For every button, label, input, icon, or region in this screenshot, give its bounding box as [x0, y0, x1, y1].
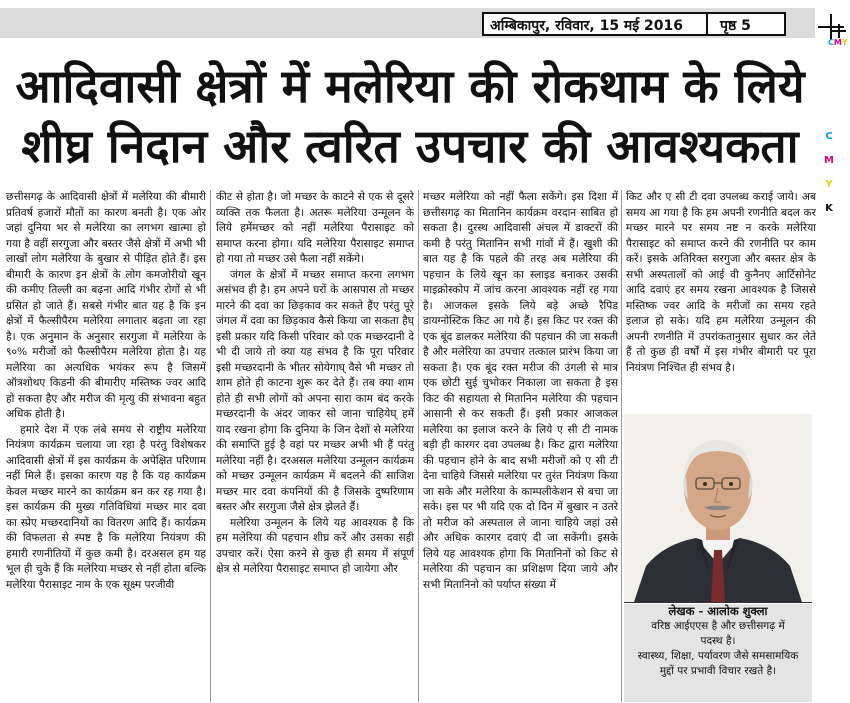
dateline-separator [706, 14, 708, 34]
author-designation: वरिष्ठ आईएएस है और छत्तीसगढ़ में [651, 620, 785, 632]
paragraph: मच्छर मलेरिया को नहीं फैला सकेंगे। इस दिशा में छत्तीसगढ़ का मितानिन कार्यक्रम वरदान साबित हो सकता है। दुरस्थ आदिवासी अंचल में डाक्टरों की कमी है परंतु मितानिन सभी गांवों में हैं। खुशी की बात यह है कि पहले की तरह अब मलेरिया की पहचान के लिये खून का स्लाइड बनाकर उसकी माइक्रोस्कोप में जांच करना आवश्यक नहीं रह गया है। आजकल इसके लिये बड़े अच्छे रैपिड डायग्नोस्टिक किट आ गये हैं। इस किट पर रक्त की एक बूंद डालकर मलेरिया की पहचान की जा सकती है और मलेरिया का उपचार तत्काल प्रारंभ किया जा सकता है। एक बूंद रक्त मरीज की उंगली से मात्र एक छोटी सुई चुभोकर निकाला जा सकता है इस किट की सहायता से मितानिन मलेरिया की पहचान आसानी से कर सकती हैं। इसी प्रकार आजकल मलेरिया का इलाज करने के लिये ए सी टी नामक बड़ी ही कारगर दवा उपलब्ध है। किट द्वारा मलेरिया की पहचान होने के बाद सभी मरीजों को ए सी टी देना चाहिये जिससे मलेरिया पर तुरंत नियंत्रण किया जा सके और मलेरिया के काम्पलीकेशन से बचा जा सके। इस पर भी यदि एक दो दिन में बुखार न उतरे तो मरीज को अस्पताल ले जाना चाहिये जहां उसे और अधिक कारगर दवाएं दी जा सकेंगी। इसके लिये यह आवश्यक होगा कि मितानिनों को किट से मलेरिया की पहचान का प्रशिक्षण दिया जाये और सभी मितानिनो को पर्याप्त संख्या में [423, 191, 618, 591]
author-interests-cont: मुद्दों पर प्रभावी विचार रखते है। [659, 665, 777, 677]
column-divider [210, 190, 211, 702]
paragraph: हमारे देश में एक लंबे समय से राष्ट्रीय मलेरिया नियंत्रण कार्यक्रम चलाया जा रहा है परंतु विशेषकर आदिवासी क्षेत्रों में इस कार्यक्रम के अपेक्षित परिणाम नहीं मिले हैं। इसका कारण यह है कि यह कार्यक्रम केवल मच्छर मारने का कार्यक्रम बन कर रह गया है। इस कार्यक्रम की मुख्य गतिविधियां मच्छर मार दवा का स्प्रेए मच्छरदानियों का वितरण आदि हैं। कार्यक्रम की विफलता से स्पष्ट है कि मलेरिया नियंत्रण की हमारी रणनीतियों में कुछ कमी है। दरअसल हम यह भूल ही चुके हैं कि मलेरिया मच्छर से नहीं होता बल्कि मलेरिया पैरासाइट नाम के एक सूक्ष्म परजीवी [6, 423, 206, 591]
paragraph: कीट से होता है। जो मच्छर के काटने से एक से दूसरे व्यक्ति तक फैलता है। अतरू मलेरिया उन्मूलन के लिये हमेंमच्छर को नहीं मलेरिया पैरासाइट को समाप्त करना होगा। यदि मलेरिया पैरासाइट समाप्त हो गया तो मच्छर उसे फैला नहीं सकेंगे। [216, 191, 414, 265]
paragraph: किट और ए सी टी दवा उपलब्ध कराई जाये। अब समय आ गया है कि हम अपनी रणनीति बदल कर मच्छर मारने पर समय नष्ट न करके मलेरिया पैरासाइट को समाप्त करने की रणनीति पर काम करें। इसके अतिरिक्त सरगुजा और बस्तर क्षेत्र के सभी अस्पतालों को आई वी कुनैनए आर्टिसोनेट आदि दवाएं हर समय रखना आवश्यक है जिससे मस्तिष्क ज्वर आदि के मरीजों का समय रहते इलाज हो सके। यदि हम मलेरिया उन्मूलन की अपनी रणनीति में उपरांकतानुसार सुधार कर लेते हैं तो कुछ ही वर्षों में इस गंभीर बीमारी पर पूरा नियंत्रण निश्चित ही संभव है। [626, 191, 816, 374]
article-column-2 [216, 190, 414, 702]
paragraph: मलेरिया उन्मूलन के लिये यह आवश्यक है कि हम मलेरिया की पहचान शीघ्र करें और उसका सही उपचार करें। ऐसा करने से कुछ ही समय में संपूर्ण क्षेत्र से मलेरिया पैरासाइट समाप्त हो जायेगा और [216, 516, 414, 575]
article-column-1 [6, 190, 206, 702]
column-divider [418, 190, 419, 702]
author-photo [624, 414, 812, 603]
author-interests: स्वास्थ्य, शिक्षा, पर्यावरण जैसे समसामयिक [637, 650, 799, 662]
headline [10, 56, 810, 176]
dateline: अम्बिकापुर, रविवार, 15 मई 2016 [490, 18, 684, 34]
article-column-3 [423, 190, 618, 702]
headline-line-2: शीघ्र निदान और त्वरित उपचार की आवश्यकता [21, 119, 799, 173]
headline-line-1: आदिवासी क्षेत्रों में मलेरिया की रोकथाम के लिये [15, 59, 805, 113]
article-column-4 [626, 190, 816, 402]
cmyk-print-strip: C M Y K [824, 131, 834, 214]
page-number: पृष्ठ 5 [720, 18, 751, 34]
registration-mark-small-icon [832, 24, 846, 38]
column-divider [621, 190, 622, 702]
paragraph: छत्तीसगढ़ के आदिवासी क्षेत्रों में मलेरिया की बीमारी प्रतिवर्ष हजारों मौतों का कारण बनती है। एक ओर जहां दुनिया भर से मलेरिया का लगभग खात्मा हो गया है वहीं सरगुजा और बस्तर जैसे क्षेत्रों में अभी भी लाखों लोग मलेरिया के बुखार से पीड़ित होते हैं। इस बीमारी के कारण इन क्षेत्रों के लोग कमजोरीयो खून की कमीए तिल्ली का बढ़ना आदि गंभीर रोगों से भी ग्रसित हो जाते हैं। सबसे गंभीर बात यह है कि इन क्षेत्रों में फैल्सीपैरम मलेरिया लगातार बढ़ता जा रहा है। एक अनुमान के अनुसार सरगुजा में मलेरिया के ९०% मरीजों को फैल्सीपैरम मलेरिया होता है। यह मलेरिया का अत्यधिक भयंकर रूप है जिसमें ऑत्रशोथए किडनी की बीमारीए मस्तिष्क ज्वर आदि हो सकता हैए और मरीज की मृत्यु की संभावना बहुत अधिक होती है। [6, 191, 206, 420]
author-designation-cont: पदस्थ है। [700, 635, 736, 647]
dateline-box [482, 12, 786, 36]
author-name: लेखक - आलोक शुक्ला [668, 604, 768, 618]
cmy-color-marks: CMY [828, 38, 848, 47]
paragraph: जंगल के क्षेत्रों में मच्छर समाप्त करना लगभग असंभव ही है। हम अपने घरों के आसपास तो मच्छर मारने की दवा का छिड़काव कर सकते हैंए परंतु पूरे जंगल में दवा का छिड़काव कैसे किया जा सकता हैघ् इसी प्रकार यदि किसी परिवार को एक मच्छरदानी दे भी दी जाये तो क्या यह संभव है कि पूरा परिवार इसी मच्छरदानी के भीतर सोयेगाघ् वैसे भी मच्छर तो शाम होते ही काटना शुरू कर देते हैं। तब क्या शाम होते ही सभी लोगों को अपना सारा काम बंद करके मच्छरदानी के अंदर जाकर सो जाना चाहियेघ् हमें याद रखना होगा कि दुनिया के जिन देशों से मलेरिया की समाप्ति हुई है वहां पर मच्छर अभी भी हैं परंतु मलेरिया नहीं है। दरअसल मलेरिया उन्मूलन कार्यक्रम को मच्छर उन्मूलन कार्यक्रम में बदलने की साजिश मच्छर मार दवा कंपनियों की है जिसके दुष्परिणाम बस्तर और सरगुजा जैसे क्षेत्र झेलते हैं। [216, 268, 414, 513]
author-caption [624, 604, 812, 702]
